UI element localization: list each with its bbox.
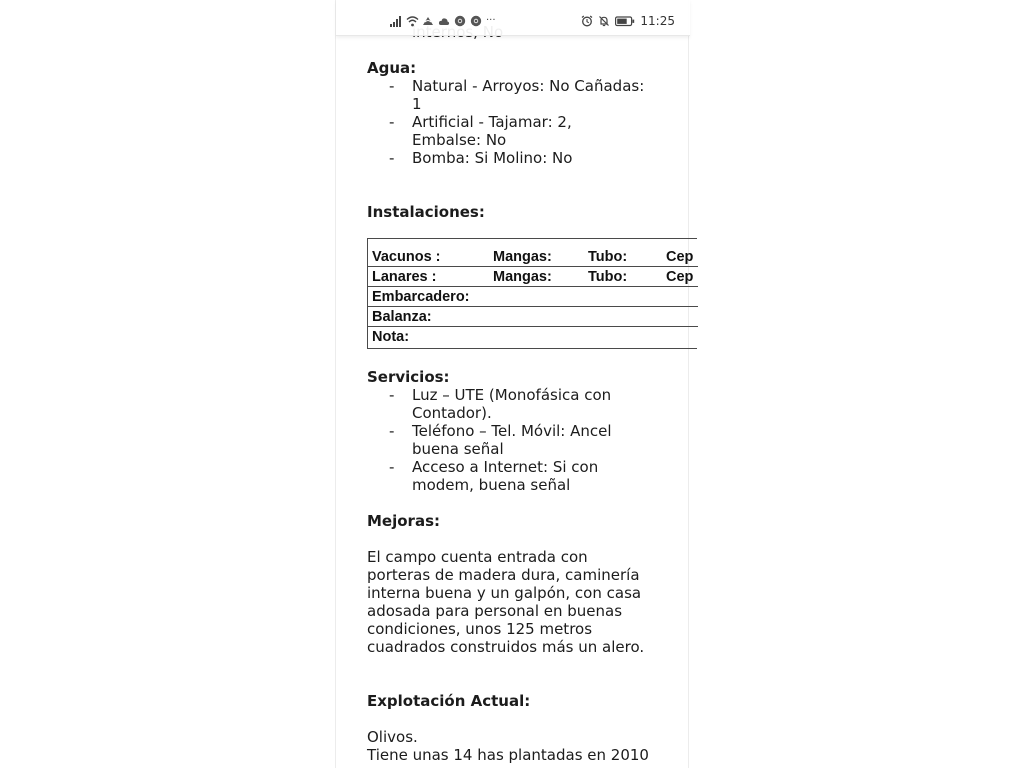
agua-item-natural: Natural - Arroyos: No Cañadas: bbox=[412, 77, 645, 95]
wifi-icon bbox=[406, 15, 418, 27]
explotacion-line: Olivos. bbox=[367, 728, 418, 746]
table-cell: Cep bbox=[666, 269, 694, 285]
servicios-heading: Servicios: bbox=[367, 368, 450, 386]
servicios-item-luz-cont: Contador). bbox=[412, 404, 492, 422]
app-notification-icon bbox=[422, 15, 434, 27]
servicios-item-internet-cont: modem, buena señal bbox=[412, 476, 571, 494]
table-cell: Tubo: bbox=[588, 269, 628, 285]
instalaciones-heading: Instalaciones: bbox=[367, 203, 485, 221]
cloud-icon bbox=[438, 15, 450, 27]
table-cell: Mangas: bbox=[493, 249, 552, 265]
mejoras-paragraph-line: cuadrados construidos más un alero. bbox=[367, 638, 645, 656]
list-bullet: - bbox=[389, 77, 395, 95]
status-time: 11:25 bbox=[640, 14, 675, 28]
table-cell: Vacunos : bbox=[372, 249, 441, 265]
table-cell: Lanares : bbox=[372, 269, 437, 285]
servicios-item-telefono-cont: buena señal bbox=[412, 440, 504, 458]
table-cell: Nota: bbox=[372, 329, 410, 345]
list-bullet: - bbox=[389, 149, 395, 167]
agua-item-natural-cont: 1 bbox=[412, 95, 422, 113]
table-row bbox=[368, 287, 698, 307]
table-row bbox=[368, 307, 698, 327]
table-row bbox=[368, 327, 698, 347]
status-bar bbox=[336, 0, 690, 36]
table-cell: Embarcadero: bbox=[372, 289, 470, 305]
explotacion-line: Tiene unas 14 has plantadas en 2010 bbox=[367, 746, 649, 764]
agua-item-bomba: Bomba: Si Molino: No bbox=[412, 149, 573, 167]
more-notifications-icon: ··· bbox=[486, 15, 496, 26]
agua-item-artificial-cont: Embalse: No bbox=[412, 131, 507, 149]
table-cell: Tubo: bbox=[588, 249, 628, 265]
mejoras-paragraph-line: adosada para personal en buenas bbox=[367, 602, 623, 620]
mejoras-paragraph-line: interna buena y un galpón, con casa bbox=[367, 584, 642, 602]
list-bullet: - bbox=[389, 386, 395, 404]
document-viewer[interactable] bbox=[336, 0, 694, 768]
mute-icon bbox=[598, 15, 610, 27]
mejoras-paragraph-line: porteras de madera dura, caminería bbox=[367, 566, 640, 584]
signal-icon bbox=[390, 15, 402, 27]
agua-heading: Agua: bbox=[367, 59, 417, 77]
mejoras-paragraph-line: condiciones, unos 125 metros bbox=[367, 620, 593, 638]
table-row bbox=[368, 267, 698, 287]
table-cell: Mangas: bbox=[493, 269, 552, 285]
servicios-item-luz: Luz – UTE (Monofásica con bbox=[412, 386, 612, 404]
table-cell: Cep bbox=[666, 249, 694, 265]
list-bullet: - bbox=[389, 458, 395, 476]
list-bullet: - bbox=[389, 113, 395, 131]
instalaciones-table bbox=[367, 238, 697, 349]
chrome-icon bbox=[454, 15, 466, 27]
agua-item-artificial: Artificial - Tajamar: 2, bbox=[412, 113, 572, 131]
list-bullet: - bbox=[389, 422, 395, 440]
status-left-icons bbox=[390, 14, 496, 28]
chrome-icon bbox=[470, 15, 482, 27]
explotacion-heading: Explotación Actual: bbox=[367, 692, 531, 710]
status-right-icons bbox=[581, 13, 675, 29]
mejoras-paragraph-line: El campo cuenta entrada con bbox=[367, 548, 588, 566]
servicios-item-internet: Acceso a Internet: Si con bbox=[412, 458, 599, 476]
servicios-item-telefono: Teléfono – Tel. Móvil: Ancel bbox=[412, 422, 612, 440]
table-row bbox=[368, 246, 698, 267]
table-cell: Balanza: bbox=[372, 309, 432, 325]
battery-icon bbox=[615, 15, 635, 27]
mejoras-heading: Mejoras: bbox=[367, 512, 440, 530]
phone-screen[interactable] bbox=[335, 0, 694, 768]
alarm-icon bbox=[581, 15, 593, 27]
